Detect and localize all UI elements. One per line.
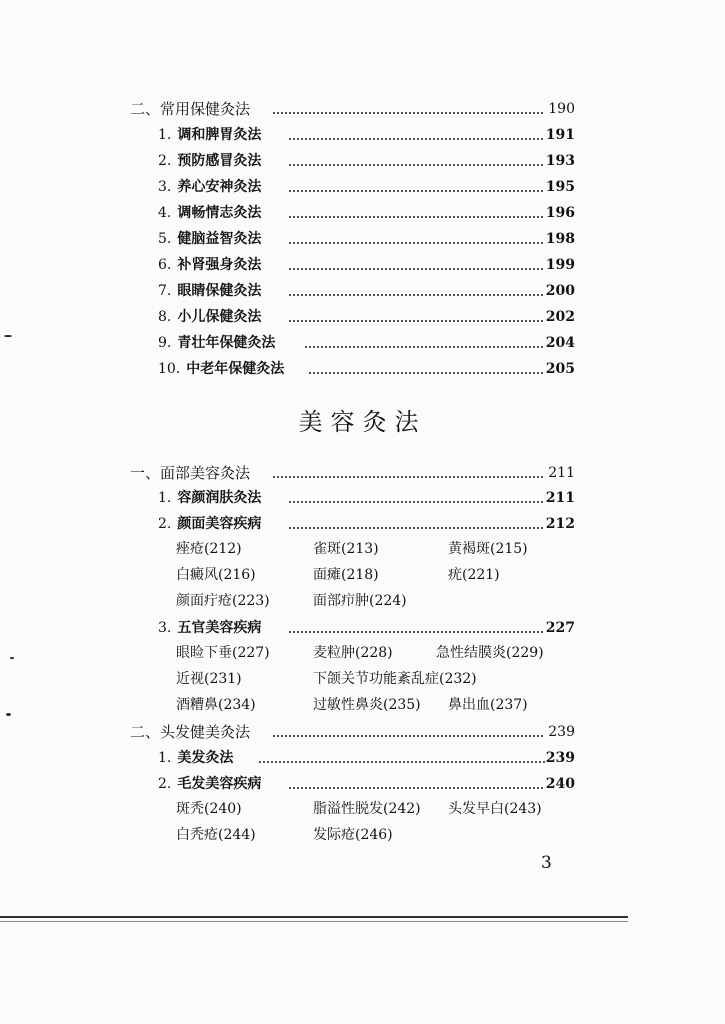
disease-item[interactable]: 眼睑下垂(227) xyxy=(176,645,270,661)
leader-dots xyxy=(288,527,545,529)
disease-item[interactable]: 疣(221) xyxy=(448,567,500,583)
toc-entry-number: 2. xyxy=(158,153,172,169)
disease-item[interactable]: 下颌关节功能紊乱症(232) xyxy=(313,671,477,687)
scan-speck xyxy=(4,335,12,337)
leader-dots xyxy=(288,501,545,503)
toc-entry-row[interactable] xyxy=(158,357,575,381)
toc-section-row[interactable] xyxy=(130,97,575,121)
disease-item[interactable]: 发际疮(246) xyxy=(313,827,393,843)
toc-page-number: 193 xyxy=(545,153,575,169)
toc-page-number: 200 xyxy=(545,283,575,299)
toc-entry-number: 1. xyxy=(158,127,172,143)
toc-entry-row[interactable] xyxy=(158,772,575,796)
toc-entry-row[interactable] xyxy=(158,201,575,225)
toc-entry-row[interactable] xyxy=(158,227,575,251)
toc-page-number: 240 xyxy=(545,776,575,792)
toc-section-row[interactable] xyxy=(130,720,575,744)
toc-entry-label: 小儿保健灸法 xyxy=(177,309,262,325)
toc-entry-row[interactable] xyxy=(158,305,575,329)
toc-entry-row[interactable] xyxy=(158,253,575,277)
toc-page-number: 196 xyxy=(545,205,575,221)
toc-page-number: 202 xyxy=(545,309,575,325)
toc-entry-row[interactable] xyxy=(158,746,575,770)
toc-page-number: 195 xyxy=(545,179,575,195)
disease-item[interactable]: 急性结膜炎(229) xyxy=(436,645,544,661)
toc-page-number: 205 xyxy=(545,361,575,377)
leader-dots xyxy=(308,372,545,374)
disease-item[interactable]: 白秃疮(244) xyxy=(176,827,256,843)
toc-entry-label: 五官美容疾病 xyxy=(177,620,262,636)
disease-item[interactable]: 过敏性鼻炎(235) xyxy=(313,697,421,713)
toc-entry-row[interactable] xyxy=(158,486,575,510)
toc-entry-row[interactable] xyxy=(158,149,575,173)
toc-entry-label: 中老年保健灸法 xyxy=(186,361,285,377)
toc-entry-row[interactable] xyxy=(158,331,575,355)
toc-entry-number: 4. xyxy=(158,205,172,221)
scan-speck xyxy=(6,713,11,716)
toc-entry-label: 调和脾胃灸法 xyxy=(177,127,262,143)
leader-dots xyxy=(288,216,545,218)
disease-item[interactable]: 颜面疔疮(223) xyxy=(176,593,270,609)
toc-page-number: 211 xyxy=(545,490,575,506)
bottom-rule xyxy=(0,916,628,918)
toc-page-number: 239 xyxy=(545,750,575,766)
page-number: 3 xyxy=(541,853,552,873)
leader-dots xyxy=(288,138,545,140)
leader-dots xyxy=(258,761,545,763)
toc-entry-number: 10. xyxy=(158,361,181,377)
toc-entry-number: 8. xyxy=(158,309,172,325)
leader-dots xyxy=(288,268,545,270)
toc-page-number: 199 xyxy=(545,257,575,273)
toc-entry-row[interactable] xyxy=(158,175,575,199)
disease-item[interactable]: 斑秃(240) xyxy=(176,801,242,817)
toc-entry-label: 容颜润肤灸法 xyxy=(177,490,262,506)
toc-page-number: 227 xyxy=(545,620,575,636)
toc-entry-label: 颜面美容疾病 xyxy=(177,516,262,532)
leader-dots xyxy=(288,294,545,296)
toc-page-number: 204 xyxy=(545,335,575,351)
toc-entry-label: 毛发美容疾病 xyxy=(177,776,262,792)
toc-entry-number: 3. xyxy=(158,179,172,195)
toc-section-label: 二、常用保健灸法 xyxy=(130,100,251,118)
toc-page-number: 190 xyxy=(548,101,575,117)
leader-dots xyxy=(288,320,545,322)
toc-entry-row[interactable] xyxy=(158,512,575,536)
leader-dots xyxy=(288,242,545,244)
toc-entry-number: 2. xyxy=(158,776,172,792)
toc-entry-number: 3. xyxy=(158,620,172,636)
toc-page-number: 198 xyxy=(545,231,575,247)
toc-entry-row[interactable] xyxy=(158,616,575,640)
toc-entry-number: 7. xyxy=(158,283,172,299)
bottom-rule-thin xyxy=(0,921,628,922)
toc-entry-number: 1. xyxy=(158,750,172,766)
toc-page-number: 211 xyxy=(548,465,575,481)
toc-entry-label: 调畅情志灸法 xyxy=(177,205,262,221)
disease-item[interactable]: 鼻出血(237) xyxy=(448,697,528,713)
toc-entry-label: 补肾强身灸法 xyxy=(177,257,262,273)
toc-entry-label: 青壮年保健灸法 xyxy=(177,335,276,351)
disease-item[interactable]: 面瘫(218) xyxy=(313,567,379,583)
disease-item[interactable]: 白癜风(216) xyxy=(176,567,256,583)
disease-item[interactable]: 头发早白(243) xyxy=(448,801,542,817)
leader-dots xyxy=(288,164,545,166)
toc-section-row[interactable] xyxy=(130,461,575,485)
leader-dots xyxy=(288,190,545,192)
leader-dots xyxy=(272,476,545,478)
disease-item[interactable]: 黄褐斑(215) xyxy=(448,541,528,557)
toc-page-number: 191 xyxy=(545,127,575,143)
leader-dots xyxy=(272,735,545,737)
toc-section-label: 二、头发健美灸法 xyxy=(130,723,251,741)
disease-item[interactable]: 麦粒肿(228) xyxy=(313,645,393,661)
disease-item[interactable]: 面部疖肿(224) xyxy=(313,593,407,609)
toc-entry-label: 眼睛保健灸法 xyxy=(177,283,262,299)
toc-entry-row[interactable] xyxy=(158,279,575,303)
toc-entry-number: 2. xyxy=(158,516,172,532)
toc-page-number: 212 xyxy=(545,516,575,532)
toc-entry-label: 养心安神灸法 xyxy=(177,179,262,195)
toc-entry-number: 6. xyxy=(158,257,172,273)
toc-entry-label: 美发灸法 xyxy=(177,750,234,766)
disease-item[interactable]: 雀斑(213) xyxy=(313,541,379,557)
leader-dots xyxy=(288,787,545,789)
chapter-heading: 美容灸法 xyxy=(298,408,427,436)
disease-item[interactable]: 近视(231) xyxy=(176,671,242,687)
scan-speck xyxy=(10,657,14,659)
leader-dots xyxy=(288,631,545,633)
toc-page-number: 239 xyxy=(548,724,575,740)
disease-item[interactable]: 脂溢性脱发(242) xyxy=(313,801,421,817)
disease-item[interactable]: 痤疮(212) xyxy=(176,541,242,557)
leader-dots xyxy=(272,112,545,114)
disease-item[interactable]: 酒糟鼻(234) xyxy=(176,697,256,713)
toc-entry-number: 5. xyxy=(158,231,172,247)
toc-entry-label: 预防感冒灸法 xyxy=(177,153,262,169)
toc-entry-label: 健脑益智灸法 xyxy=(177,231,262,247)
toc-entry-number: 1. xyxy=(158,490,172,506)
toc-entry-row[interactable] xyxy=(158,123,575,147)
leader-dots xyxy=(304,346,545,348)
toc-entry-number: 9. xyxy=(158,335,172,351)
toc-section-label: 一、面部美容灸法 xyxy=(130,464,251,482)
